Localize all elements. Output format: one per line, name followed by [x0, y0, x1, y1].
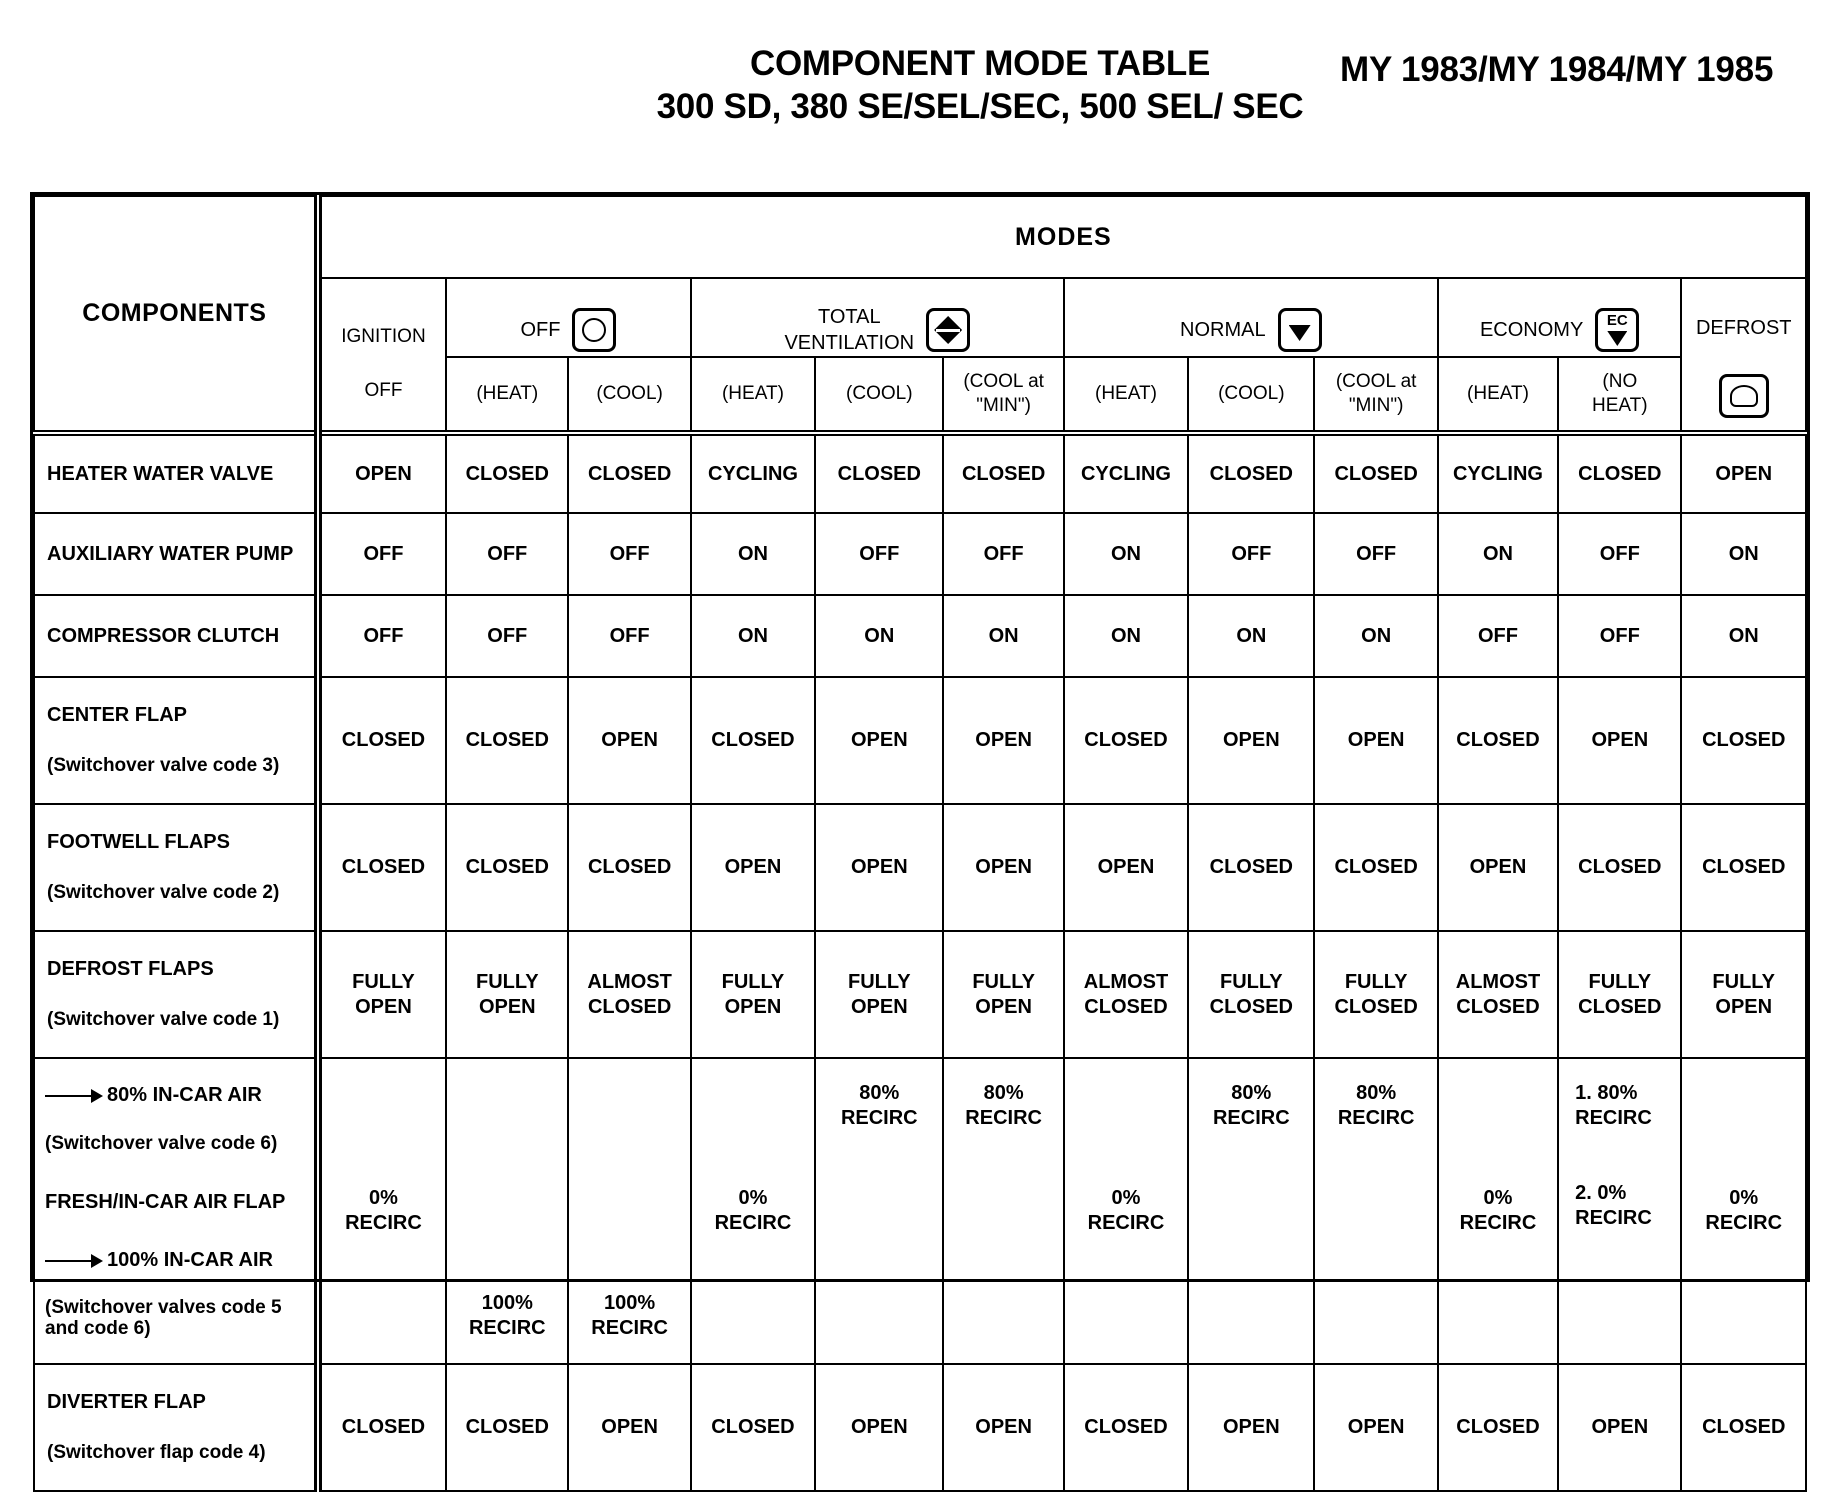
group-total-ventilation-label: TOTAL VENTILATION — [784, 306, 915, 354]
table-cell: FULLY CLOSED — [1188, 931, 1314, 1058]
group-normal-label: NORMAL — [1180, 319, 1266, 341]
table-cell: CLOSED — [1438, 677, 1558, 804]
table-cell: OPEN — [1558, 677, 1681, 804]
table-cell: CLOSED — [691, 677, 815, 804]
table-cell: OPEN — [568, 1364, 690, 1491]
modes-header-row — [34, 196, 1806, 278]
arrow-right-icon — [45, 1260, 101, 1262]
air-80-line: 80% IN-CAR AIR — [45, 1083, 311, 1108]
table-cell: ON — [691, 595, 815, 677]
table-cell: ON — [1681, 595, 1806, 677]
table-cell: 100% RECIRC — [446, 1058, 568, 1364]
subheader: (HEAT) — [691, 357, 815, 433]
group-defrost-label: DEFROST — [1695, 317, 1792, 339]
model-list: 300 SD, 380 SE/SEL/SEC, 500 SEL/ SEC — [656, 87, 1304, 126]
table-cell: CLOSED — [318, 804, 446, 931]
table-cell: OFF — [446, 513, 568, 595]
table-cell: ON — [691, 513, 815, 595]
table-cell: OPEN — [815, 677, 943, 804]
subheader: (COOL at "MIN") — [943, 357, 1063, 433]
table-cell: OPEN — [1064, 804, 1188, 931]
windshield-defrost-icon — [1719, 374, 1769, 418]
table-row — [34, 931, 1806, 1058]
subheader: (COOL at "MIN") — [1314, 357, 1437, 433]
subheader: (COOL) — [568, 357, 690, 433]
table-cell: 0% RECIRC — [1064, 1058, 1188, 1364]
table-cell: ALMOST CLOSED — [1064, 931, 1188, 1058]
table-cell: 1. 80% RECIRC 2. 0% RECIRC — [1558, 1058, 1681, 1364]
table-cell: OPEN — [1681, 433, 1806, 513]
components-header: COMPONENTS — [34, 196, 318, 433]
component-name: 80% IN-CAR AIR (Switchover valve code 6) FRESH/IN-CAR AIR FLAP 100% IN-CAR AIR (Switchover valves code 5 and code 6) — [34, 1058, 318, 1364]
table-cell: CLOSED — [943, 433, 1063, 513]
table-cell: OPEN — [1314, 1364, 1437, 1491]
modes-header: MODES — [318, 196, 1806, 278]
subheader: (COOL) — [1188, 357, 1314, 433]
table-cell: FULLY OPEN — [943, 931, 1063, 1058]
model-years: MY 1983/MY 1984/MY 1985 — [1340, 50, 1774, 89]
table-cell: FULLY OPEN — [1681, 931, 1806, 1058]
table-cell: CLOSED — [318, 677, 446, 804]
table-cell: FULLY OPEN — [815, 931, 943, 1058]
table-cell: CLOSED — [446, 677, 568, 804]
table-cell: OFF — [1558, 513, 1681, 595]
table-cell: CLOSED — [1558, 804, 1681, 931]
table-cell: CLOSED — [1314, 433, 1437, 513]
table-cell: OPEN — [568, 677, 690, 804]
table-cell: FULLY OPEN — [318, 931, 446, 1058]
table-cell: CLOSED — [1314, 804, 1437, 931]
table-cell: ON — [1064, 595, 1188, 677]
table-cell: CLOSED — [446, 1364, 568, 1491]
table-cell: OFF — [1314, 513, 1437, 595]
component-name: COMPRESSOR CLUTCH — [34, 595, 318, 677]
mode-table — [33, 195, 1807, 1492]
table-cell: ON — [1438, 513, 1558, 595]
table-cell: OFF — [568, 513, 690, 595]
component-name: HEATER WATER VALVE — [34, 433, 318, 513]
table-cell: CYCLING — [1438, 433, 1558, 513]
circle-in-square-icon — [572, 308, 616, 352]
table-row — [34, 1364, 1806, 1491]
table-cell: OPEN — [943, 804, 1063, 931]
table-cell: 0% RECIRC — [1438, 1058, 1558, 1364]
table-cell: 80% RECIRC — [1188, 1058, 1314, 1364]
down-arrow-icon — [1278, 308, 1322, 352]
table-cell: CYCLING — [691, 433, 815, 513]
table-cell: CLOSED — [318, 1364, 446, 1491]
table-cell: OFF — [318, 595, 446, 677]
table-cell: 80% RECIRC — [815, 1058, 943, 1364]
component-name: CENTER FLAP (Switchover valve code 3) — [34, 677, 318, 804]
arrow-right-icon — [45, 1095, 101, 1097]
table-cell: ON — [815, 595, 943, 677]
subheader: (HEAT) — [446, 357, 568, 433]
table-cell: FULLY CLOSED — [1558, 931, 1681, 1058]
ignition-header: IGNITION — [318, 278, 446, 357]
table-cell: FULLY OPEN — [446, 931, 568, 1058]
group-economy — [1438, 278, 1682, 357]
table-cell: OFF — [1438, 595, 1558, 677]
table-cell: OPEN — [1558, 1364, 1681, 1491]
table-cell: 0% RECIRC — [691, 1058, 815, 1364]
group-total-ventilation — [691, 278, 1064, 357]
group-defrost — [1681, 278, 1806, 433]
table-row — [34, 804, 1806, 931]
table-row — [34, 1058, 1806, 1364]
table-cell: OPEN — [1188, 677, 1314, 804]
table-cell: CLOSED — [1064, 1364, 1188, 1491]
table-cell: OPEN — [815, 1364, 943, 1491]
table-cell: ON — [1188, 595, 1314, 677]
table-cell: CLOSED — [691, 1364, 815, 1491]
table-cell: OFF — [446, 595, 568, 677]
table-cell: OFF — [568, 595, 690, 677]
group-off — [446, 278, 691, 357]
table-cell: OPEN — [1438, 804, 1558, 931]
table-cell: CLOSED — [1681, 804, 1806, 931]
table-cell: 80% RECIRC — [1314, 1058, 1437, 1364]
table-cell: CLOSED — [1438, 1364, 1558, 1491]
component-mode-table — [30, 192, 1810, 1463]
subheader: (COOL) — [815, 357, 943, 433]
table-cell: OFF — [318, 513, 446, 595]
diamond-arrows-icon — [926, 308, 970, 352]
ec-symbol-text: EC — [1606, 312, 1628, 329]
subheader: (HEAT) — [1438, 357, 1558, 433]
table-cell: FULLY OPEN — [691, 931, 815, 1058]
component-name: FOOTWELL FLAPS (Switchover valve code 2) — [34, 804, 318, 931]
table-cell: OFF — [1188, 513, 1314, 595]
subheader: (NO HEAT) — [1558, 357, 1681, 433]
table-row — [34, 433, 1806, 513]
group-normal — [1064, 278, 1438, 357]
table-row — [34, 513, 1806, 595]
table-cell: OPEN — [943, 677, 1063, 804]
table-row — [34, 595, 1806, 677]
table-cell: ON — [1064, 513, 1188, 595]
subheader: (HEAT) — [1064, 357, 1188, 433]
table-cell: CLOSED — [815, 433, 943, 513]
table-cell: ON — [1681, 513, 1806, 595]
ignition-off-header: OFF — [318, 357, 446, 433]
table-cell: CLOSED — [1064, 677, 1188, 804]
table-cell: OPEN — [943, 1364, 1063, 1491]
table-cell: FULLY CLOSED — [1314, 931, 1437, 1058]
table-cell: CLOSED — [1681, 1364, 1806, 1491]
table-cell: 0% RECIRC — [318, 1058, 446, 1364]
table-cell: ALMOST CLOSED — [568, 931, 690, 1058]
table-cell: 0% RECIRC — [1681, 1058, 1806, 1364]
title-block — [640, 42, 1320, 128]
table-cell: CYCLING — [1064, 433, 1188, 513]
table-cell: ON — [1314, 595, 1437, 677]
table-title: COMPONENT MODE TABLE — [749, 44, 1210, 83]
table-cell: ALMOST CLOSED — [1438, 931, 1558, 1058]
air-100-line: 100% IN-CAR AIR — [45, 1248, 311, 1273]
table-cell: OPEN — [691, 804, 815, 931]
table-cell: OPEN — [1314, 677, 1437, 804]
component-name: AUXILIARY WATER PUMP — [34, 513, 318, 595]
component-name: DEFROST FLAPS (Switchover valve code 1) — [34, 931, 318, 1058]
table-cell: CLOSED — [1188, 433, 1314, 513]
table-cell: ON — [943, 595, 1063, 677]
table-cell: OPEN — [815, 804, 943, 931]
table-cell: CLOSED — [568, 804, 690, 931]
table-cell: OPEN — [318, 433, 446, 513]
table-cell: CLOSED — [1681, 677, 1806, 804]
table-row — [34, 677, 1806, 804]
ec-down-arrow-icon — [1595, 308, 1639, 352]
table-cell: OFF — [1558, 595, 1681, 677]
table-cell: OFF — [943, 513, 1063, 595]
component-name: DIVERTER FLAP (Switchover flap code 4) — [34, 1364, 318, 1491]
table-cell: OFF — [815, 513, 943, 595]
table-cell: CLOSED — [446, 433, 568, 513]
group-off-label: OFF — [520, 319, 561, 341]
table-cell: 100% RECIRC — [568, 1058, 690, 1364]
table-cell: OPEN — [1188, 1364, 1314, 1491]
group-economy-label: ECONOMY — [1479, 319, 1584, 341]
table-cell: CLOSED — [446, 804, 568, 931]
table-cell: 80% RECIRC — [943, 1058, 1063, 1364]
table-cell: CLOSED — [1558, 433, 1681, 513]
table-cell: CLOSED — [568, 433, 690, 513]
table-cell: CLOSED — [1188, 804, 1314, 931]
